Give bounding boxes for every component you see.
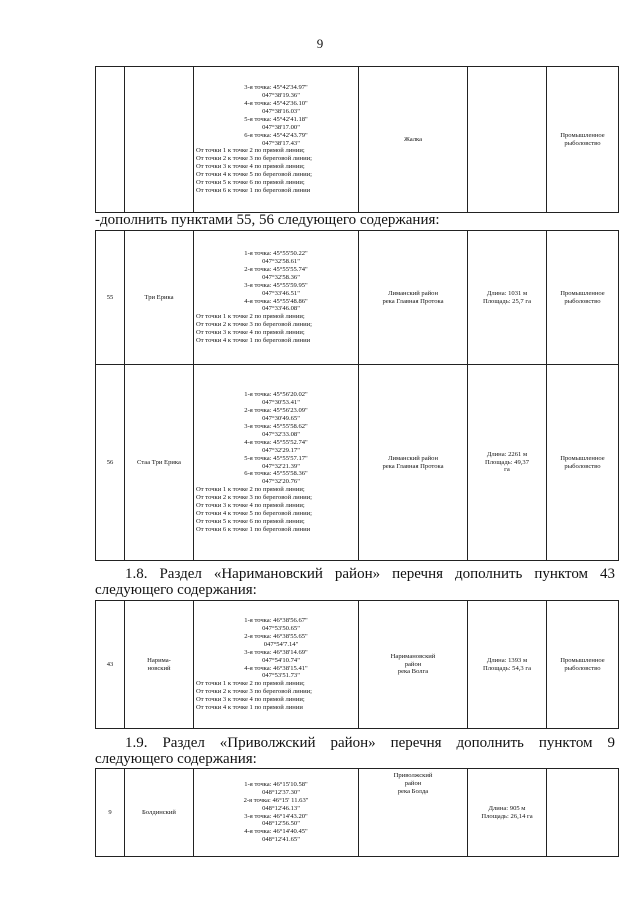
use-cell: Промышленное рыболовство	[547, 365, 619, 561]
boundary-line: От точки 3 к точке 4 по прямой линии;	[196, 329, 305, 337]
row-number-cell	[96, 67, 125, 213]
area-cell	[468, 601, 547, 729]
coordinate-point: 6-я точка: 45°55'58.36"	[244, 470, 308, 478]
coordinate-point: 3-я точка: 45°42'34.97"	[244, 84, 308, 92]
coordinate-longitude: 047°32'29.17"	[262, 446, 300, 454]
coordinate-point: 3-я точка: 46°38'14.69"	[244, 648, 308, 656]
location-line: район	[404, 660, 422, 668]
boundary-line: От точки 4 к точке 1 по береговой линии	[196, 337, 311, 345]
row-name-cell	[125, 67, 194, 213]
coordinate-point: 4-я точка: 45°42'36.10"	[244, 99, 308, 107]
area-cell	[468, 67, 547, 213]
table-item-9	[95, 768, 619, 857]
boundary-line: От точки 2 к точке 3 по береговой линии;	[196, 321, 313, 329]
coordinate-point: 5-я точка: 45°55'57.17"	[244, 454, 308, 462]
coordinate-point: 4-я точка: 46°14'40.45"	[244, 828, 308, 836]
table-items-55-56	[95, 230, 619, 561]
boundary-line: От точки 2 к точке 3 по береговой линии;	[196, 155, 313, 163]
row-number-cell: 43	[96, 601, 125, 729]
coordinate-longitude: 047°30'49.65"	[262, 415, 300, 423]
location-cell: Жалка	[359, 67, 468, 213]
paragraph-text: 1.8. Раздел «Наримановский район» перечня дополнить пунктом 43 следующего содержания:	[95, 566, 615, 598]
table-row	[96, 67, 619, 213]
row-number-cell: 9	[96, 769, 125, 857]
coordinate-longitude: 048°12'56.50"	[262, 820, 300, 828]
row-number-cell: 56	[96, 365, 125, 561]
row-name-cell: Стаа Три Ерика	[125, 365, 194, 561]
area-cell	[468, 231, 547, 365]
area-line: Длина: 905 м	[488, 804, 526, 812]
use-cell: Промышленное рыболовство	[547, 601, 619, 729]
area-line: Площадь: 49,37	[484, 458, 530, 466]
paragraph-text: 1.9. Раздел «Приволжский район» перечня дополнить пунктом 9 следующего содержания:	[95, 735, 615, 767]
coordinate-longitude: 047°32'21.39"	[262, 462, 300, 470]
coordinate-longitude: 048°12'41.65"	[262, 836, 300, 844]
coordinate-longitude: 047°32'58.36"	[262, 273, 300, 281]
location-line: район	[404, 779, 422, 787]
area-line: Площадь: 25,7 га	[482, 297, 531, 305]
boundary-line: От точки 5 к точке 6 по прямой линии;	[196, 517, 305, 525]
coordinate-longitude: 047°53'50.65"	[262, 624, 300, 632]
location-line: река Болда	[397, 787, 429, 795]
boundary-line: От точки 2 к точке 3 по береговой линии;	[196, 688, 313, 696]
coordinate-point: 2-я точка: 45°55'55.74"	[244, 265, 308, 273]
coordinate-point: 6-я точка: 45°42'43.79"	[244, 131, 308, 139]
area-line: Длина: 1031 м	[486, 289, 528, 297]
boundary-line: От точки 6 к точке 1 по береговой линии	[196, 525, 311, 533]
boundary-line: От точки 1 к точке 2 по прямой линии;	[196, 313, 305, 321]
row-name-cell	[125, 601, 194, 729]
coordinate-longitude: 047°32'58.61"	[262, 257, 300, 265]
boundary-line: От точки 3 к точке 4 по прямой линии;	[196, 163, 305, 171]
paragraph-privolzhsky	[95, 735, 615, 767]
coordinates-cell	[194, 365, 359, 561]
coordinate-longitude: 047°32'20.76"	[262, 478, 300, 486]
name-line: новский	[147, 664, 171, 672]
coordinate-point: 4-я точка: 46°38'15.41"	[244, 664, 308, 672]
boundary-line: От точки 2 к точке 3 по береговой линии;	[196, 494, 313, 502]
paragraph-add-items: -дополнить пунктами 55, 56 следующего содержания:	[95, 212, 440, 228]
row-name-cell: Болдинский	[125, 769, 194, 857]
coordinate-point: 3-я точка: 45°55'59.95"	[244, 281, 308, 289]
coordinate-longitude: 047°38'17.43"	[262, 139, 300, 147]
coordinate-point: 2-я точка: 46°15' 11.63"	[243, 796, 309, 804]
table-row	[96, 231, 619, 365]
coordinate-longitude: 047°33'46.51"	[262, 289, 300, 297]
coordinates-cell	[194, 601, 359, 729]
coordinate-point: 3-я точка: 46°14'43.20"	[244, 812, 308, 820]
coordinate-longitude: 047°30'53.41"	[262, 399, 300, 407]
boundary-line: От точки 3 к точке 4 по прямой линии;	[196, 502, 305, 510]
area-line: Площадь: 54,3 га	[482, 664, 531, 672]
location-cell	[359, 769, 468, 857]
coordinate-point: 2-я точка: 46°38'55.65"	[244, 632, 308, 640]
area-cell	[468, 365, 547, 561]
coordinate-point: 1-я точка: 46°15'10.58"	[244, 780, 308, 788]
location-line: река Главная Протока	[382, 462, 444, 470]
location-line: Лиманский район	[388, 454, 438, 462]
coordinate-longitude: 048°12'37.30"	[262, 788, 300, 796]
boundary-line: От точки 4 к точке 5 по береговой линии;	[196, 509, 313, 517]
location-cell	[359, 601, 468, 729]
use-cell: Промышленное рыболовство	[547, 67, 619, 213]
boundary-line: От точки 6 к точке 1 по береговой линии	[196, 186, 311, 194]
table-item-43	[95, 600, 619, 729]
coordinate-longitude: 047°54'7.14"	[263, 640, 299, 648]
boundary-line: От точки 1 к точке 2 по прямой линии;	[196, 486, 305, 494]
table-continuation	[95, 66, 619, 213]
coordinate-point: 5-я точка: 45°42'41.18"	[244, 115, 308, 123]
coordinate-longitude: 047°33'46.08"	[262, 305, 300, 313]
area-cell	[468, 769, 547, 857]
boundary-line: От точки 1 к точке 2 по прямой линии;	[196, 147, 305, 155]
name-line: Нарима-	[147, 656, 171, 664]
boundary-line: От точки 4 к точке 5 по береговой линии;	[196, 171, 313, 179]
row-number-cell: 55	[96, 231, 125, 365]
location-line: Лиманский район	[388, 289, 438, 297]
coordinate-point: 2-я точка: 45°56'23.09"	[244, 407, 308, 415]
location-cell	[359, 365, 468, 561]
coordinate-longitude: 047°38'19.36"	[262, 92, 300, 100]
use-cell	[547, 769, 619, 857]
boundary-line: От точки 3 к точке 4 по прямой линии;	[196, 696, 305, 704]
coordinate-point: 1-я точка: 45°56'20.02"	[244, 391, 308, 399]
boundary-line: От точки 4 к точке 1 по прямой линии	[196, 704, 303, 712]
location-line: Приволжский	[393, 772, 433, 779]
area-line: га	[504, 466, 510, 474]
coordinates-cell	[194, 769, 359, 857]
coordinate-longitude: 048°12'46.13"	[262, 804, 300, 812]
coordinate-longitude: 047°38'16.03"	[262, 107, 300, 115]
location-line: Наримановский	[390, 652, 436, 660]
coordinate-point: 3-я точка: 45°55'58.62"	[244, 422, 308, 430]
coordinate-longitude: 047°54'10.74"	[262, 656, 300, 664]
coordinates-cell	[194, 67, 359, 213]
page-number: 9	[316, 36, 324, 51]
boundary-line: От точки 5 к точке 6 по прямой линии;	[196, 179, 305, 187]
table-row	[96, 601, 619, 729]
area-line: Площадь: 26,14 га	[481, 812, 533, 820]
use-cell: Промышленное рыболовство	[547, 231, 619, 365]
coordinate-point: 4-я точка: 45°55'52.74"	[244, 438, 308, 446]
area-line: Длина: 2261 м	[486, 450, 528, 458]
coordinate-longitude: 047°38'17.00"	[262, 123, 300, 131]
coordinate-point: 4-я точка: 45°55'48.86"	[244, 297, 308, 305]
coordinates-cell	[194, 231, 359, 365]
table-row	[96, 365, 619, 561]
coordinate-longitude: 047°32'33.08"	[262, 430, 300, 438]
location-cell	[359, 231, 468, 365]
location-line: река Волга	[397, 668, 429, 676]
coordinate-longitude: 047°53'51.73"	[262, 672, 300, 680]
row-name-cell: Три Ерика	[125, 231, 194, 365]
coordinate-point: 1-я точка: 45°55'50.22"	[244, 250, 308, 258]
paragraph-narimanovsky	[95, 566, 615, 598]
boundary-line: От точки 1 к точке 2 по прямой линии;	[196, 680, 305, 688]
coordinate-point: 1-я точка: 46°38'56.67"	[244, 617, 308, 625]
table-row	[96, 769, 619, 857]
location-line: река Главная Протока	[382, 297, 444, 305]
area-line: Длина: 1393 м	[486, 656, 528, 664]
